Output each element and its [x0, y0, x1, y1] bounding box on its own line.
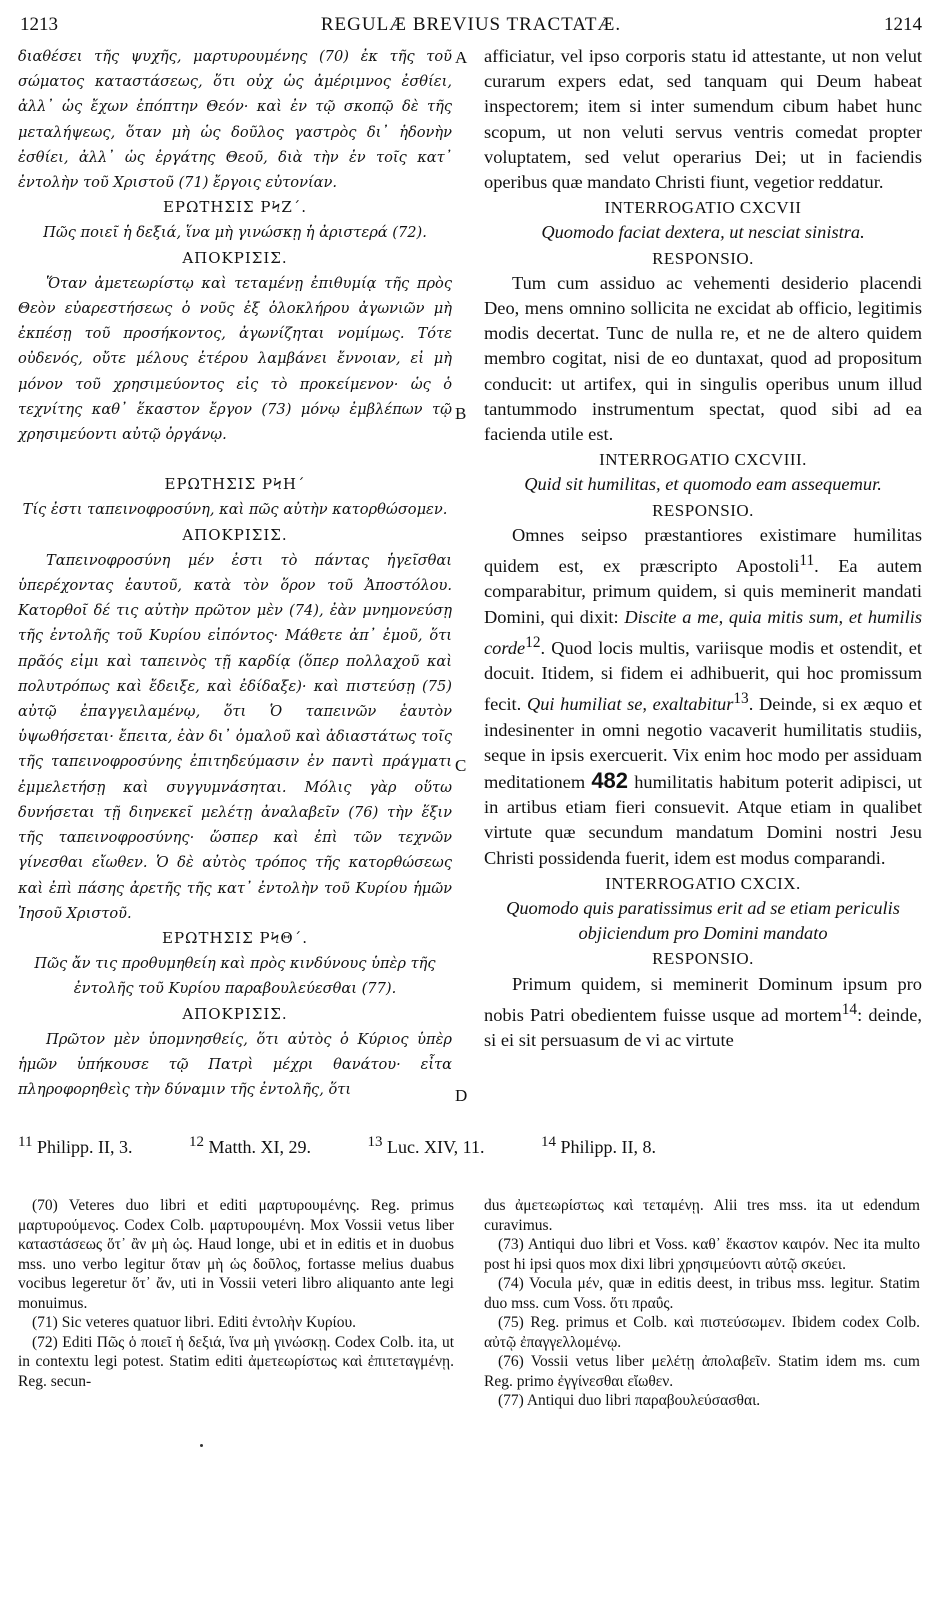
note-74: (74) Vocula μέν, quæ in editis deest, in tribus mss. legitur. Statim duo mss. cum Voss. ὅτι πραΰς. — [484, 1275, 920, 1312]
greek-answer-heading-199: ΑΠΟΚΡΙΣΙΣ. — [182, 1004, 288, 1023]
notes-right-column — [484, 1196, 920, 1411]
latin-answer-heading-199: RESPONSIO. — [652, 949, 754, 969]
page-number-left: 1213 — [20, 14, 58, 35]
latin-text-run: . Ea autem comparabitur, primum quidem, si quis meminerit mandati Domini, qui dixit: — [484, 556, 922, 627]
scripture-ref-12 — [188, 1134, 337, 1157]
greek-column — [18, 44, 452, 1102]
latin-heading-199: INTERROGATIO CXCIX. — [605, 873, 801, 893]
footnote-ref-13: 13 — [733, 690, 749, 708]
ref-number: 13 — [367, 1134, 383, 1150]
latin-question-197: Quomodo faciat dextera, ut nesciat sinistra. — [541, 222, 865, 243]
greek-heading-198: ΕΡΩΤΗΣΙΣ ΡϞΗ΄ — [164, 475, 306, 494]
greek-question-198: Τίς ἐστι ταπεινοφροσύνη, καὶ πῶς αὐτὴν κατορθώσομεν. — [22, 501, 448, 519]
ref-text: Luc. XIV, 11. — [386, 1137, 485, 1157]
latin-answer-heading-197: RESPONSIO. — [652, 248, 754, 268]
greek-heading-197: ΕΡΩΤΗΣΙΣ ΡϞΖ΄. — [162, 198, 308, 217]
latin-column — [484, 44, 922, 1053]
scripture-references — [18, 1134, 924, 1158]
running-title: REGULÆ BREVIUS TRACTATÆ. — [320, 14, 622, 35]
notes-left-column — [18, 1196, 454, 1391]
greek-heading-199: ΕΡΩΤΗΣΙΣ ΡϞΘ΄. — [162, 928, 308, 947]
greek-paragraph-4: Πρῶτον μὲν ὑπομνησθείς, ὅτι αὐτὸς ὁ Κύριος ὑπὲρ ἡμῶν ὑπήκουσε τῷ Πατρὶ μέχρι θανάτου· εἶτα πληροφορηθεὶς τὴν δύναμιν τῆς ἐντολῆς, ὅτι — [18, 1030, 452, 1099]
greek-paragraph-3: Ταπεινοφροσύνη μέν ἐστι τὸ πάντας ἡγεῖσθαι ὑπερέχοντας ἑαυτοῦ, κατὰ τὸν ὅρον τοῦ Ἀποστόλου. Κατορθοῖ δέ τις αὐτὴν πρῶτον μὲν (74), ἐὰν μνημονεύσῃ τῆς ἐντολῆς τοῦ Κυρίου εἰπόντος· Μάθετε ἀπ᾽ ἐμοῦ, ὅτι πρᾶός εἰμι καὶ ταπεινὸς τῇ καρδίᾳ (ὅπερ πολλαχοῦ καὶ πολυτρόπως καὶ ἔδειξε, καὶ ἐδίδαξε)· καὶ πιστεύσῃ (75) αὐτῷ ἐπαγγειλαμένῳ, ὅτι Ὁ ταπεινῶν ἑαυτὸν ὑψωθήσεται· ἔπειτα, ἐὰν δι᾽ ὁμαλοῦ καὶ ἀδιαστάτως τοῖς τῆς ταπεινοφροσύνης ἐπιτηδεύμασιν ἐν παντὶ πράγματι ἐμμελετήσῃ καὶ συγγυμνάσηται. Μόλις γὰρ οὕτω δυνήσεται τῇ διηνεκεῖ μελέτῃ ἀναλαβεῖν (76) τὴν ἕξιν τῆς ταπεινοφροσύνης· ὥσπερ καὶ ἐπὶ τῶν τεχνῶν γίνεσθαι εἴωθεν. Ὁ δὲ αὐτὸς τρόπος τῆς κατορθώσεως καὶ ἐπὶ πάσης ἀρετῆς τῆς κατ᾽ ἐντολὴν τοῦ Κυρίου ἡμῶν Ἰησοῦ Χριστοῦ. — [18, 551, 452, 922]
running-header — [20, 14, 922, 40]
ref-number: 12 — [188, 1134, 204, 1150]
ink-speck — [200, 1444, 203, 1447]
note-72: (72) Editi Πῶς ὁ ποιεῖ ἡ δεξιά, ἵνα μὴ γινώσκῃ. Codex Colb. ita, ut in contextu legi potest. Statim editi ἀμετεωρίστως καὶ ἐπιτεταγμένῃ. Reg. secun- — [18, 1333, 454, 1390]
latin-paragraph-2: Tum cum assiduo ac vehementi desiderio placendi Deo, mens omnino sollicita ne excidat ab officio, legitimis modis decertat. Tunc de nulla re, et ne de altero quidem membro cogitat, nisi de eo duntaxat, quod ad propositum conducit: ut artifex, qui in singulis operibus unum illud tantummodo instrumentum spectat, quod sibi ad ea facienda utile est. — [484, 272, 922, 445]
latin-text-run: Omnes seipso præstantiores existimare humilitas quidem est, ex præscripto Apostoli — [484, 524, 922, 577]
margin-letter-d: D — [455, 1086, 468, 1105]
note-75: (75) Reg. primus et Colb. καὶ πιστεύσωμεν. Ibidem codex Colb. αὐτῷ ἐπαγγελλομένῳ. — [484, 1314, 920, 1351]
scripture-ref-14 — [540, 1134, 682, 1157]
greek-paragraph-1: διαθέσει τῆς ψυχῆς, μαρτυρουμένης (70) ἐκ τῆς τοῦ σώματος καταστάσεως, ὅτι οὐχ ὡς ἀμέριμνος ἐσθίει, ἀλλ᾽ ὡς ἔχων ἐπόπτην Θεόν· καὶ ἐν τῷ σκοπῷ δὲ τῆς μεταλήψεως, ὅταν μὴ ὡς δοῦλος γαστρὸς δι᾽ ἡδονὴν ἐσθίει, ἀλλ᾽ ὡς ἐργάτης Θεοῦ, διὰ τὴν ἐν τοῖς κατ᾽ ἐντολὴν τοῦ Χριστοῦ (71) ἔργοις εὐτονίαν. — [18, 48, 452, 192]
note-73: (73) Antiqui duo libri et Voss. καθ᾽ ἕκαστον καιρόν. Nec ita multo post hi ipsi quos mox dixi libri χρησιμεύοντι αὐτῷ σκεύει. — [484, 1236, 920, 1273]
latin-text-run: humilitatis habitum poterit adipisci, ut in artibus etiam fieri consuevit. Atque etiam in qualibet virtute quæ secundum mandatum Domini nostri Jesu Christi possidenda fuerit, idem est modus comparandi. — [484, 772, 922, 868]
footnote-ref-12: 12 — [525, 633, 541, 651]
note-70: (70) Veteres duo libri et editi μαρτυρουμένης. Reg. primus μαρτυρούμενος. Codex Colb. μαρτυρουμένη. Mox Vossii vetus liber καταστάσεως ὅτ᾽ ἂν μὴ ὡς. Haud longe, ubi et in editis et in duobus mss. uno verbo legitur ὅταν μὴ ὡς δοῦλος, fortasse melius duabus vocibus legeretur ὅτ᾽ ἄν, uti in Vossii veteri libro aliquanto ante legi monuimus. — [18, 1197, 454, 1312]
footnote-ref-14: 14 — [841, 1000, 858, 1018]
margin-letter-c: C — [455, 756, 467, 775]
greek-answer-heading-197: ΑΠΟΚΡΙΣΙΣ. — [182, 248, 288, 267]
latin-text-run: : deinde, si ei sit persuasum de vi ac virtute — [484, 1005, 922, 1051]
latin-question-198: Quid sit humilitas, et quomodo eam assequemur. — [524, 474, 882, 495]
latin-text-run: . Deinde, si ex æquo et indesinenter in omni negotio vacaverit humilitatis studiis, seque in ipsis exercuerit. Vix enim hoc modo per assiduam meditationem — [484, 694, 922, 793]
greek-paragraph-2: Ὅταν ἀμετεωρίστῳ καὶ τεταμένῃ ἐπιθυμίᾳ τῆς πρὸς Θεὸν εὐαρεστήσεως ὁ νοῦς ἐξ ὁλοκλήρου ἀγωνιῶν μὴ ἐκπέσῃ τοῦ προσήκοντος, ἀγωνίζηται νομίμως. Τότε οὐδενός, οὔτε μέλους ἑτέρου λαμβάνει ἔννοιαν, εἰ μὴ μόνον τοῦ χρησιμεύοντος εἰς τὸ προκείμενον· ὡς ὁ τεχνίτης καθ᾽ ἕκαστον ἔργον (73) μόνῳ ἐμβλέπων τῷ χρησιμεύοντι αὐτῷ ὀργάνῳ. — [18, 274, 452, 444]
latin-text-run: Primum quidem, si meminerit Dominum ipsum pro nobis Patri obedientem fuisse usque ad mortem — [484, 973, 922, 1026]
ref-number: 11 — [18, 1134, 33, 1150]
ref-number: 14 — [540, 1134, 556, 1150]
latin-text-run: . Quod locis multis, variisque modis et ostendit, et docuit. Itidem, si fidem ei adhibuerit, qui hoc promissum fecit. — [484, 637, 922, 715]
note-72-continued: dus ἀμετεωρίστως καὶ τεταμένῃ. Alii tres mss. ita ut edendum curavimus. — [484, 1197, 920, 1234]
column-number: 482 — [591, 768, 629, 794]
latin-heading-197: INTERROGATIO CXCVII — [604, 198, 802, 218]
greek-question-197: Πῶς ποιεῖ ἡ δεξιά, ἵνα μὴ γινώσκῃ ἡ ἀριστερά (72). — [43, 224, 427, 242]
scripture-ref-11 — [18, 1134, 158, 1157]
page-number-right: 1214 — [884, 14, 922, 35]
footnote-ref-11: 11 — [799, 552, 815, 570]
latin-question-199: Quomodo quis paratissimus erit ad se etiam periculis objiciendum pro Domini mandato — [506, 898, 900, 944]
ref-text: Matth. XI, 29. — [208, 1137, 311, 1157]
ref-text: Philipp. II, 8. — [560, 1137, 656, 1157]
margin-letter-b: B — [455, 404, 467, 423]
latin-heading-198: INTERROGATIO CXCVIII. — [599, 450, 807, 470]
scripture-ref-13 — [367, 1134, 510, 1157]
note-76: (76) Vossii vetus liber μελέτῃ ἀπολαβεῖν. Statim idem ms. cum Reg. primo ἐγγίνεσθαι εἴωθεν. — [484, 1353, 920, 1390]
scripture-quote: Discite a me, quia mitis sum, et humilis corde — [484, 606, 922, 658]
latin-paragraph-1: afficiatur, vel ipso corporis statu id attestante, ut non velut curarum expers edat, sed tanquam qui Deum habeat inspectorem; item si inter sumendum cibum habet hunc scopum, ut non veluti servus ventris comedat propter voluptatem, sed velut operarius Dei; ut in faciendis operibus quæ mandato Christi fiunt, vegetior reddatur. — [484, 46, 922, 193]
greek-question-199: Πῶς ἄν τις προθυμηθείη καὶ πρὸς κινδύνους ὑπὲρ τῆς ἐντολῆς τοῦ Κυρίου παραβουλεύεσθαι (77). — [34, 955, 436, 998]
latin-answer-heading-198: RESPONSIO. — [652, 500, 754, 520]
ref-text: Philipp. II, 3. — [36, 1137, 133, 1157]
note-71: (71) Sic veteres quatuor libri. Editi ἐντολὴν Κυρίου. — [32, 1314, 357, 1331]
latin-paragraph-4 — [484, 972, 922, 1054]
note-77: (77) Antiqui duo libri παραβουλεύσασθαι. — [498, 1392, 761, 1409]
scripture-quote: Qui humiliat se, exaltabitur — [526, 694, 734, 715]
margin-letter-a: A — [455, 48, 468, 67]
latin-paragraph-3 — [484, 523, 922, 871]
greek-answer-heading-198: ΑΠΟΚΡΙΣΙΣ. — [182, 525, 288, 544]
